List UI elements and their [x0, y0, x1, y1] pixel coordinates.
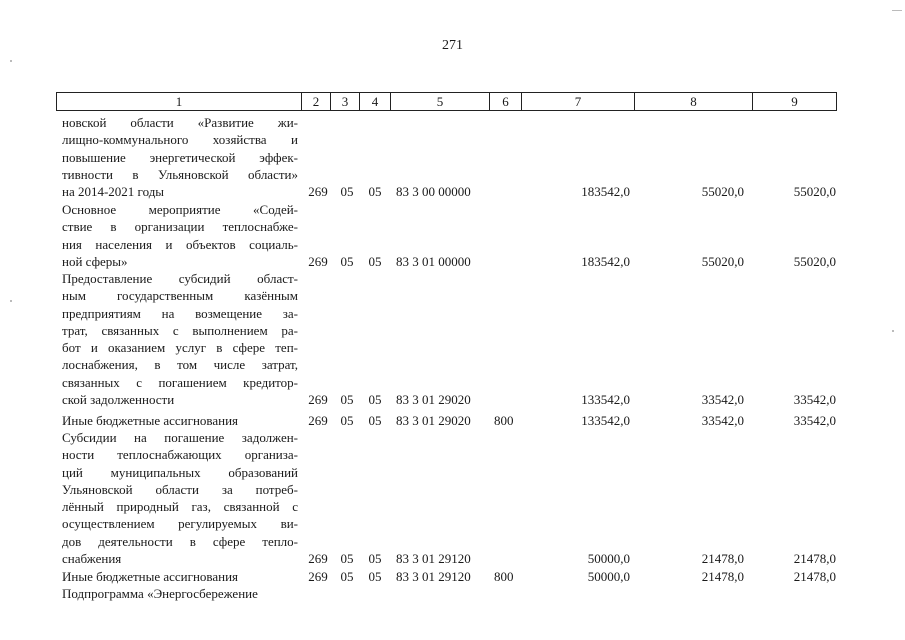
row-name-line: Подпрограмма «Энергосбережение — [62, 586, 258, 601]
cell-c8: 21478,0 — [701, 569, 744, 584]
row-name-line: лоснабжения, в том числе затрат, — [62, 357, 298, 373]
cell-c7: 50000,0 — [587, 569, 630, 584]
cell-c7: 183542,0 — [581, 253, 630, 269]
cell-c7: 183542,0 — [581, 184, 630, 200]
row-name-line: повышение энергетической эффек- — [62, 149, 298, 165]
cell-c8: 33542,0 — [701, 392, 744, 408]
header-col-4: 4 — [359, 93, 390, 110]
header-col-9: 9 — [752, 93, 836, 110]
cell-c2: 269 — [308, 413, 328, 428]
row-name-line: связанных с погашением кредитор- — [62, 374, 298, 390]
row-name-line: ствие в организации теплоснабже- — [62, 219, 298, 235]
cell-c4: 05 — [368, 253, 382, 269]
row-name-line: ций муниципальных образований — [62, 464, 298, 480]
cell-c2: 269 — [308, 253, 328, 269]
row-name-line: дов деятельности в сфере тепло- — [62, 533, 298, 549]
row-name-line: Субсидии на погашение задолжен- — [62, 430, 298, 445]
cell-c3: 05 — [340, 392, 354, 408]
cell-c5: 83 3 01 00000 — [396, 253, 471, 269]
row-name-line: Ульяновской области за потреб- — [62, 481, 298, 497]
cell-c3: 05 — [340, 551, 354, 567]
scan-mark — [10, 300, 12, 302]
row-name — [62, 585, 298, 602]
cell-c5: 83 3 01 29020 — [396, 413, 471, 428]
cell-c5: 83 3 01 29120 — [396, 569, 471, 584]
row-name-line: ния населения и объектов социаль- — [62, 236, 298, 252]
row-name — [62, 429, 298, 567]
cell-c9: 55020,0 — [793, 184, 836, 200]
row-name-line: ности теплоснабжающих организа- — [62, 447, 298, 463]
cell-c2: 269 — [308, 184, 328, 200]
cell-c9: 33542,0 — [793, 392, 836, 408]
row-name-line: трат, связанных с выполнением ра- — [62, 322, 298, 338]
cell-c3: 05 — [340, 184, 354, 200]
row-name-line: бот и оказанием услуг в сфере теп- — [62, 340, 298, 356]
cell-c5: 83 3 01 29020 — [396, 392, 471, 408]
row-name — [62, 201, 298, 270]
header-col-1: 1 — [175, 94, 183, 109]
cell-c9: 21478,0 — [793, 569, 836, 584]
header-col-5: 5 — [390, 93, 489, 110]
row-name-line: лищно-коммунального хозяйства и — [62, 132, 298, 148]
cell-c5: 83 3 00 00000 — [396, 184, 471, 200]
row-name-line: снабжения — [62, 551, 122, 567]
cell-c8: 33542,0 — [701, 413, 744, 428]
header-col-3: 3 — [330, 93, 359, 110]
cell-c4: 05 — [368, 569, 382, 584]
cell-c8: 21478,0 — [701, 551, 744, 567]
cell-c9: 21478,0 — [793, 551, 836, 567]
row-name-line: ской задолженности — [62, 392, 175, 408]
row-name — [62, 412, 298, 429]
cell-c7: 50000,0 — [587, 551, 630, 567]
row-name-line: ным государственным казённым — [62, 288, 298, 304]
cell-c8: 55020,0 — [701, 184, 744, 200]
row-name — [62, 270, 298, 408]
row-name-line: предприятиям на возмещение за- — [62, 305, 298, 321]
cell-c9: 55020,0 — [793, 253, 836, 269]
cell-c2: 269 — [308, 551, 328, 567]
header-col-6: 6 — [489, 93, 521, 110]
cell-c4: 05 — [368, 551, 382, 567]
scan-mark — [892, 330, 894, 332]
cell-c3: 05 — [340, 569, 354, 584]
cell-c8: 55020,0 — [701, 253, 744, 269]
row-name — [62, 568, 298, 585]
cell-c2: 269 — [308, 569, 328, 584]
row-name-line: осуществлением регулируемых ви- — [62, 516, 298, 532]
cell-c6: 800 — [494, 413, 514, 428]
cell-c5: 83 3 01 29120 — [396, 551, 471, 567]
cell-c4: 05 — [368, 392, 382, 408]
page-number: 271 — [442, 38, 463, 53]
cell-c4: 05 — [368, 413, 382, 428]
row-name-line: тивности в Ульяновской области» — [62, 166, 298, 182]
header-col-2: 2 — [301, 93, 330, 110]
header-col-7: 7 — [521, 93, 634, 110]
header-col-8: 8 — [634, 93, 752, 110]
cell-c7: 133542,0 — [581, 413, 630, 428]
cell-c2: 269 — [308, 392, 328, 408]
row-name-line: на 2014-2021 годы — [62, 184, 165, 200]
row-name-line: Иные бюджетные ассигнования — [62, 413, 239, 428]
cell-c7: 133542,0 — [581, 392, 630, 408]
scan-mark — [892, 10, 902, 11]
row-name-line: Иные бюджетные ассигнования — [62, 569, 239, 584]
scan-mark — [10, 60, 12, 62]
cell-c9: 33542,0 — [793, 413, 836, 428]
row-name — [62, 114, 298, 200]
row-name-line: ной сферы» — [62, 253, 128, 269]
row-name-line: Основное мероприятие «Содей- — [62, 202, 298, 217]
cell-c6: 800 — [494, 569, 514, 584]
table-header-row — [56, 92, 837, 111]
cell-c4: 05 — [368, 184, 382, 200]
row-name-line: лённый природный газ, связанной с — [62, 499, 298, 515]
row-name-line: новской области «Развитие жи- — [62, 115, 298, 130]
cell-c3: 05 — [340, 253, 354, 269]
cell-c3: 05 — [340, 413, 354, 428]
row-name-line: Предоставление субсидий област- — [62, 271, 298, 286]
